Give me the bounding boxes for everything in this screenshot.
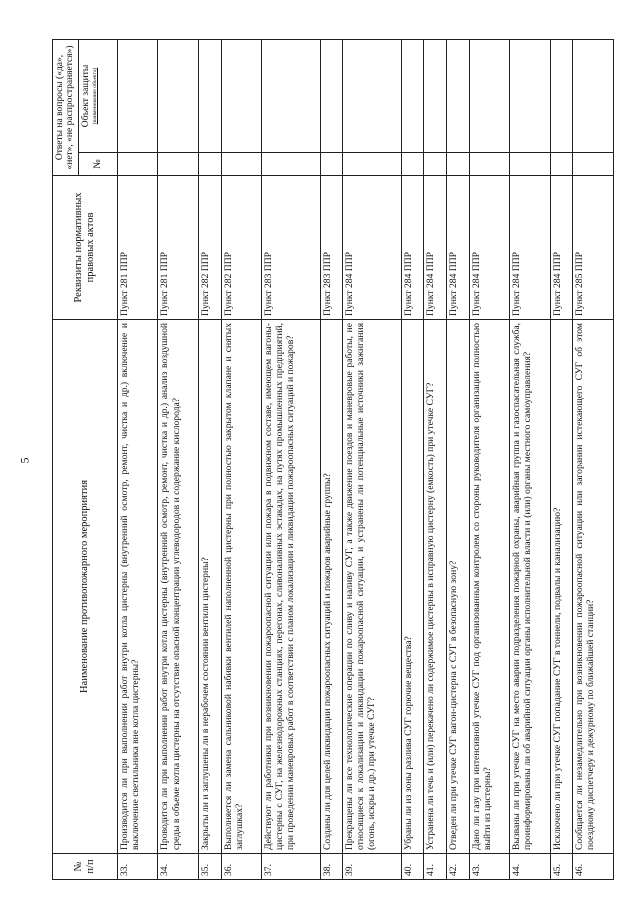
row-number: 35. <box>198 854 221 880</box>
row-answer-no <box>262 152 319 175</box>
table-header-row <box>53 40 118 880</box>
table-row <box>550 40 573 880</box>
row-number: 39. <box>343 854 401 880</box>
row-measure: Отведен ли при утечке СУГ вагон-цистерна с СУГ в безопасную зону? <box>446 320 469 854</box>
row-requisites: Пункт 281 ППР <box>117 176 158 320</box>
row-measure: Проводится ли при выполнении работ внутри котла цистерны (внутренний осмотр, ремонт, чистка и др.) анализ воздушной среды в объеме котла цистерны на отсутствие опасной концентрации углеводородов и содержание кислорода? <box>158 320 199 854</box>
header-answers <box>53 40 118 176</box>
row-number: 41. <box>424 854 447 880</box>
row-answer-no <box>447 152 469 175</box>
row-measure: Действуют ли работники при возникновении пожароопасной ситуации или пожара в подвижном составе, имеющем вагоны-цистерны с СУГ, на железнодорожных станциях, перегонах, сливоналивных эстакадах, на путях промышленных предприятий, при проведении маневровых работ в соответствии с планом локализации и ликвидации пожароопасных ситуаций и пожаров? <box>262 320 320 854</box>
header-name: Наименование противопожарного мероприятия <box>53 320 118 854</box>
row-measure: Убраны ли из зоны разлива СУГ горючие вещества? <box>401 320 424 854</box>
row-number: 44. <box>510 854 551 880</box>
row-number: 34. <box>158 854 199 880</box>
row-number: 43. <box>469 854 510 880</box>
row-requisites: Пункт 282 ППР <box>198 176 221 320</box>
table-row <box>198 40 221 880</box>
row-requisites: Пункт 282 ППР <box>221 176 262 320</box>
row-number: 42. <box>446 854 469 880</box>
row-answer <box>446 40 469 176</box>
header-num: № п/п <box>53 854 118 880</box>
row-answer <box>550 40 573 176</box>
row-answer-no <box>424 152 446 175</box>
header-answer-no: № <box>79 152 117 175</box>
row-answer-no <box>402 152 424 175</box>
row-requisites: Пункт 283 ППР <box>320 176 343 320</box>
row-requisites: Пункт 284 ППР <box>401 176 424 320</box>
row-answer <box>424 40 447 176</box>
row-answer <box>343 40 401 176</box>
table-row <box>401 40 424 880</box>
header-object-label: Объект защиты <box>80 64 91 128</box>
row-measure: Вызваны ли при утечке СУГ на место аварии подразделения пожарной охраны, аварийная группа и газоспасательная служба, проинформированы ли об аварийной ситуации органы исполнительной власти и (или) органы местного самоуправления? <box>510 320 551 854</box>
table-row <box>510 40 551 880</box>
row-number: 40. <box>401 854 424 880</box>
row-answer <box>320 40 343 176</box>
table-row <box>469 40 510 880</box>
row-answer <box>198 40 221 176</box>
row-measure: Исключено ли при утечке СУГ попадание СУГ в тоннели, подвалы и канализацию? <box>550 320 573 854</box>
row-requisites: Пункт 284 ППР <box>510 176 551 320</box>
row-answer-no <box>470 152 510 175</box>
row-answer <box>573 40 614 176</box>
row-measure: Созданы ли для целей ликвидации пожароопасных ситуаций и пожаров аварийные группы? <box>320 320 343 854</box>
table-row <box>343 40 401 880</box>
row-answer <box>469 40 510 176</box>
row-answer <box>117 40 158 176</box>
row-number: 37. <box>262 854 320 880</box>
row-number: 45. <box>550 854 573 880</box>
row-measure: Дано ли газу при интенсивной утечке СУГ под организованным контролем со стороны руководителя организации полностью выйти из цистерны? <box>469 320 510 854</box>
table-row <box>262 40 320 880</box>
row-answer-no <box>158 152 198 175</box>
table-row <box>424 40 447 880</box>
row-number: 36. <box>221 854 262 880</box>
row-requisites: Пункт 284 ППР <box>343 176 401 320</box>
row-measure: Устранена ли течь и (или) перекачено ли содержимое цистерны в исправную цистерну (емкость) при утечке СУГ? <box>424 320 447 854</box>
header-requisites: Реквизиты нормативных правовых актов <box>53 176 118 320</box>
row-measure: Сообщается ли незамедлительно при возникновении пожароопасной ситуации или загорании истекающего СУГ об этом поездному диспетчеру и дежурному по ближайшей станции? <box>573 320 614 854</box>
row-measure: Закрыты ли и заглушены ли в нерабочем состоянии вентили цистерны? <box>198 320 221 854</box>
row-requisites: Пункт 284 ППР <box>469 176 510 320</box>
page-number: 5 <box>17 457 32 464</box>
row-requisites: Пункт 283 ППР <box>262 176 320 320</box>
row-number: 46. <box>573 854 614 880</box>
row-answer-no <box>573 152 613 175</box>
header-object-note: (наименование объекта) <box>91 67 98 125</box>
table-row <box>320 40 343 880</box>
row-measure: Выполняется ли замена сальниковой набивки вентилей наполненной цистерны при полностью закрытом клапане и снятых заглушках? <box>221 320 262 854</box>
row-answer-no <box>551 152 573 175</box>
row-requisites: Пункт 284 ППР <box>424 176 447 320</box>
header-object <box>79 40 117 152</box>
row-answer-no <box>343 152 400 175</box>
row-number: 38. <box>320 854 343 880</box>
row-answer <box>401 40 424 176</box>
row-answer <box>158 40 199 176</box>
row-requisites: Пункт 284 ППР <box>446 176 469 320</box>
row-answer-no <box>222 152 262 175</box>
row-requisites: Пункт 281 ППР <box>158 176 199 320</box>
row-requisites: Пункт 285 ППР <box>573 176 614 320</box>
header-answers-title: Ответы на вопросы («да», «нет», «не распространяется») <box>53 40 79 175</box>
row-answer <box>221 40 262 176</box>
row-answer-no <box>510 152 550 175</box>
row-measure: Прекращены ли все технологические операции по сливу и наливу СУГ, а также движение поездов и маневровые работы, не относящиеся к локализации и ликвидации пожароопасной ситуации, и устранены ли потенциальные источники зажигания (огонь, искры и др.) при утечке СУГ? <box>343 320 401 854</box>
row-answer-no <box>321 152 343 175</box>
table-row <box>117 40 158 880</box>
row-answer <box>262 40 320 176</box>
row-requisites: Пункт 284 ППР <box>550 176 573 320</box>
table-row <box>446 40 469 880</box>
fire-safety-checklist-table <box>52 39 614 880</box>
row-number: 33. <box>117 854 158 880</box>
row-measure: Производится ли при выполнении работ внутри котла цистерны (внутренний осмотр, ремонт, чистка и др.) включение и выключение светильника вне котла цистерны? <box>117 320 158 854</box>
row-answer-no <box>199 152 221 175</box>
table-row <box>221 40 262 880</box>
table-row <box>573 40 614 880</box>
rotated-table-container <box>52 40 614 880</box>
row-answer-no <box>118 152 158 175</box>
table-row <box>158 40 199 880</box>
row-answer <box>510 40 551 176</box>
